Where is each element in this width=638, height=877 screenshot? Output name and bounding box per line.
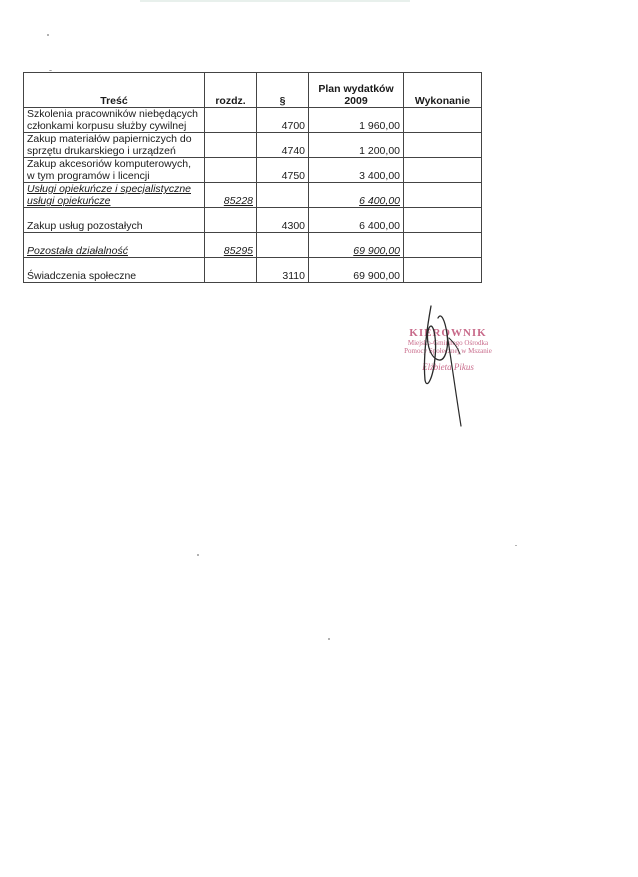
- cell-plan: 3 400,00: [309, 158, 404, 183]
- table-row: [24, 158, 482, 183]
- cell-tresc: Szkolenia pracowników niebędących członkami korpusu służby cywilnej: [24, 108, 205, 133]
- header-wykonanie: Wykonanie: [404, 73, 482, 108]
- scan-speck: [47, 34, 49, 36]
- cell-wykonanie: [404, 208, 482, 233]
- stamp-title: KIEROWNIK: [409, 327, 487, 339]
- header-tresc: Treść: [24, 73, 205, 108]
- cell-plan: 1 200,00: [309, 133, 404, 158]
- table-header-row: [24, 73, 482, 108]
- cell-plan: 6 400,00: [309, 208, 404, 233]
- stamp-name: Elżbieta Pikus: [422, 362, 474, 372]
- cell-tresc: Zakup usług pozostałych: [24, 208, 205, 233]
- cell-plan: 69 900,00: [309, 258, 404, 283]
- table-row: [24, 108, 482, 133]
- stamp-line-1: Miejsko-Gminnego Ośrodka: [407, 339, 489, 347]
- cell-wykonanie: [404, 258, 482, 283]
- cell-plan: 6 400,00: [309, 183, 404, 208]
- cell-tresc: Świadczenia społeczne: [24, 258, 205, 283]
- cell-tresc: Zakup akcesoriów komputerowych, w tym programów i licencji: [24, 158, 205, 183]
- cell-rozdz: [205, 158, 257, 183]
- cell-plan: 1 960,00: [309, 108, 404, 133]
- header-paragraf: §: [257, 73, 309, 108]
- table-row: [24, 208, 482, 233]
- cell-rozdz: 85228: [205, 183, 257, 208]
- cell-wykonanie: [404, 183, 482, 208]
- scan-speck: [49, 70, 52, 71]
- cell-wykonanie: [404, 158, 482, 183]
- table-row: [24, 233, 482, 258]
- cell-paragraf: 4300: [257, 208, 309, 233]
- cell-tresc: Pozostała działalność: [24, 233, 205, 258]
- stamp-line-2: Pomocy Społecznej w Mszanie: [404, 347, 492, 355]
- budget-table: [23, 72, 482, 283]
- cell-wykonanie: [404, 133, 482, 158]
- cell-rozdz: [205, 108, 257, 133]
- cell-paragraf: [257, 233, 309, 258]
- cell-plan: 69 900,00: [309, 233, 404, 258]
- cell-paragraf: 4750: [257, 158, 309, 183]
- cell-tresc: Zakup materiałów papierniczych do sprzętu drukarskiego i urządzeń: [24, 133, 205, 158]
- cell-paragraf: 4740: [257, 133, 309, 158]
- header-rozdz: rozdz.: [205, 73, 257, 108]
- cell-wykonanie: [404, 108, 482, 133]
- table-row: [24, 133, 482, 158]
- header-plan: Plan wydatków 2009: [309, 73, 404, 108]
- cell-tresc: Usługi opiekuńcze i specjalistyczne usługi opiekuńcze: [24, 183, 205, 208]
- cell-rozdz: [205, 258, 257, 283]
- cell-rozdz: 85295: [205, 233, 257, 258]
- scan-artifact-line: [140, 0, 410, 2]
- cell-rozdz: [205, 208, 257, 233]
- scan-speck: [515, 545, 517, 546]
- cell-paragraf: 4700: [257, 108, 309, 133]
- cell-wykonanie: [404, 233, 482, 258]
- cell-paragraf: [257, 183, 309, 208]
- cell-rozdz: [205, 133, 257, 158]
- scan-speck: [328, 638, 330, 640]
- scan-speck: [197, 554, 199, 556]
- table-row: [24, 258, 482, 283]
- cell-paragraf: 3110: [257, 258, 309, 283]
- table-row: [24, 183, 482, 208]
- handwritten-signature: [405, 298, 485, 433]
